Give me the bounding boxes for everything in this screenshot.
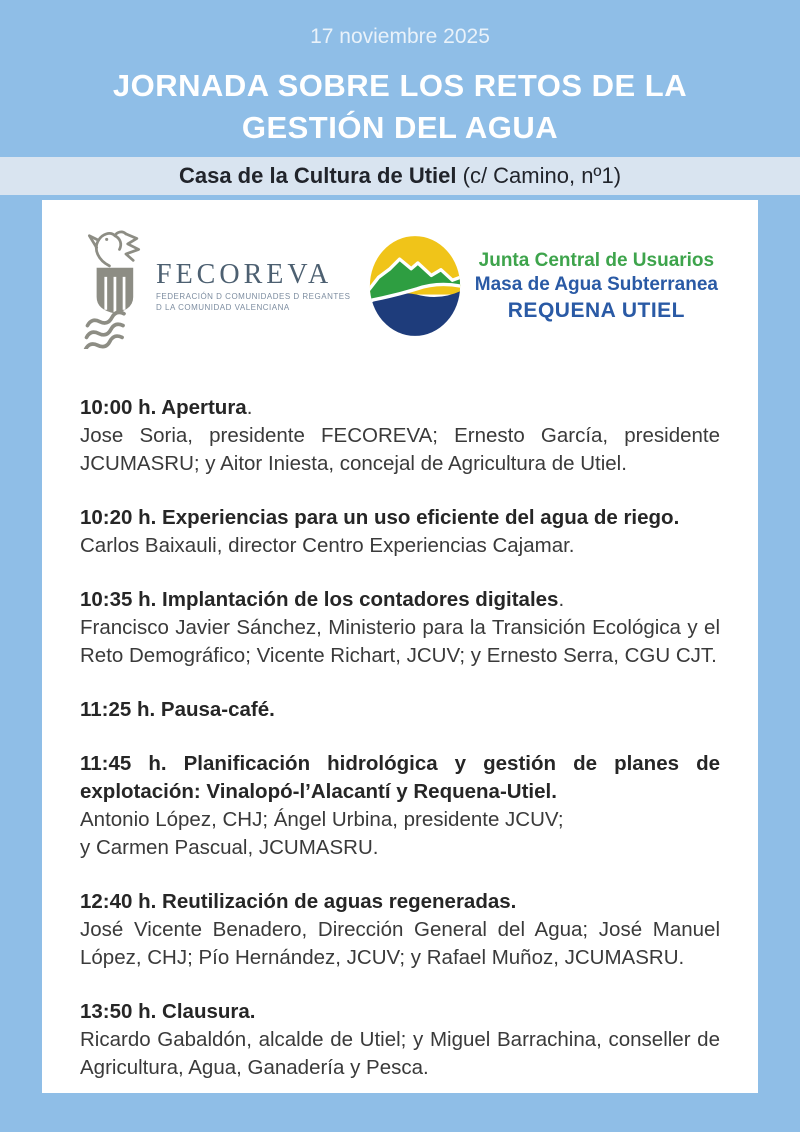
fecoreva-text: [156, 259, 350, 313]
agenda-item-heading: 10:35 h. Implantación de los contadores digitales.: [80, 588, 565, 611]
agenda-item-heading: 10:20 h. Experiencias para un uso eficiente del agua de riego.: [80, 506, 680, 529]
agenda-item-heading: 11:45 h. Planificación hidrológica y gestión de planes de explotación: Vinalopó-l’Alacantí y Requena-Utiel.: [80, 752, 720, 803]
venue-name: Casa de la Cultura de Utiel: [178, 163, 457, 188]
fecoreva-emblem-icon: [82, 223, 146, 349]
agenda-item-heading: 12:40 h. Reutilización de aguas regeneradas.: [80, 890, 517, 913]
program-card: [42, 200, 758, 1093]
agenda-item-heading: 10:00 h. Apertura.: [80, 396, 253, 419]
agenda-item: [80, 888, 720, 972]
jcumasru-logo: [367, 233, 718, 339]
jcumasru-name-line2: Masa de Agua Subterranea: [474, 273, 718, 295]
agenda-item-speakers: Jose Soria, presidente FECOREVA; Ernesto García, presidente JCUMASRU; y Aitor Iniesta, concejal de Agricultura de Utiel.: [80, 424, 720, 475]
event-title-line2: GESTIÓN DEL AGUA: [241, 110, 559, 145]
agenda-item-speakers: Carlos Baixauli, director Centro Experiencias Cajamar.: [80, 534, 575, 557]
agenda-item: [80, 504, 720, 560]
agenda-item: [80, 586, 720, 670]
agenda-item-speakers: Antonio López, CHJ; Ángel Urbina, presidente JCUV; y Carmen Pascual, JCUMASRU.: [80, 808, 564, 859]
venue-address: (c/ Camino, nº1): [456, 163, 622, 188]
agenda-item: [80, 750, 720, 862]
event-date: 17 noviembre 2025: [310, 25, 490, 48]
agenda-item: [80, 998, 720, 1082]
agenda: [80, 394, 720, 1082]
jcumasru-name-line3: REQUENA UTIEL: [507, 298, 685, 322]
fecoreva-name: FECOREVA: [156, 259, 333, 290]
agenda-item: [80, 394, 720, 478]
fecoreva-logo: [82, 223, 350, 349]
venue-band: [0, 157, 800, 195]
agenda-item-speakers: Francisco Javier Sánchez, Ministerio para la Transición Ecológica y el Reto Demográfico; Vicente Richart, JCUV; y Ernesto Serra, CGU CJT.: [80, 616, 720, 667]
jcumasru-name-line1: Junta Central de Usuarios: [478, 249, 715, 271]
event-title: [0, 65, 800, 149]
logos-row: [80, 216, 720, 356]
agenda-item: [80, 696, 720, 724]
event-title-line1: JORNADA SOBRE LOS RETOS DE LA: [112, 68, 688, 103]
agenda-item-speakers: Ricardo Gabaldón, alcalde de Utiel; y Miguel Barrachina, conseller de Agricultura, Agua, Ganadería y Pesca.: [80, 1028, 720, 1079]
fecoreva-subtitle-line2: D LA COMUNIDAD VALENCIANA: [156, 303, 290, 312]
agenda-item-heading: 11:25 h. Pausa-café.: [80, 698, 275, 721]
fecoreva-subtitle-line1: FEDERACIÓN D COMUNIDADES D REGANTES: [156, 292, 351, 301]
agenda-item-speakers: José Vicente Benadero, Dirección General del Agua; José Manuel López, CHJ; Pío Hernández, JCUV; y Rafael Muñoz, JCUMASRU.: [80, 918, 720, 969]
jcumasru-text: [475, 249, 718, 324]
agenda-item-heading: 13:50 h. Clausura.: [80, 1000, 256, 1023]
jcumasru-emblem-icon: [367, 233, 463, 339]
